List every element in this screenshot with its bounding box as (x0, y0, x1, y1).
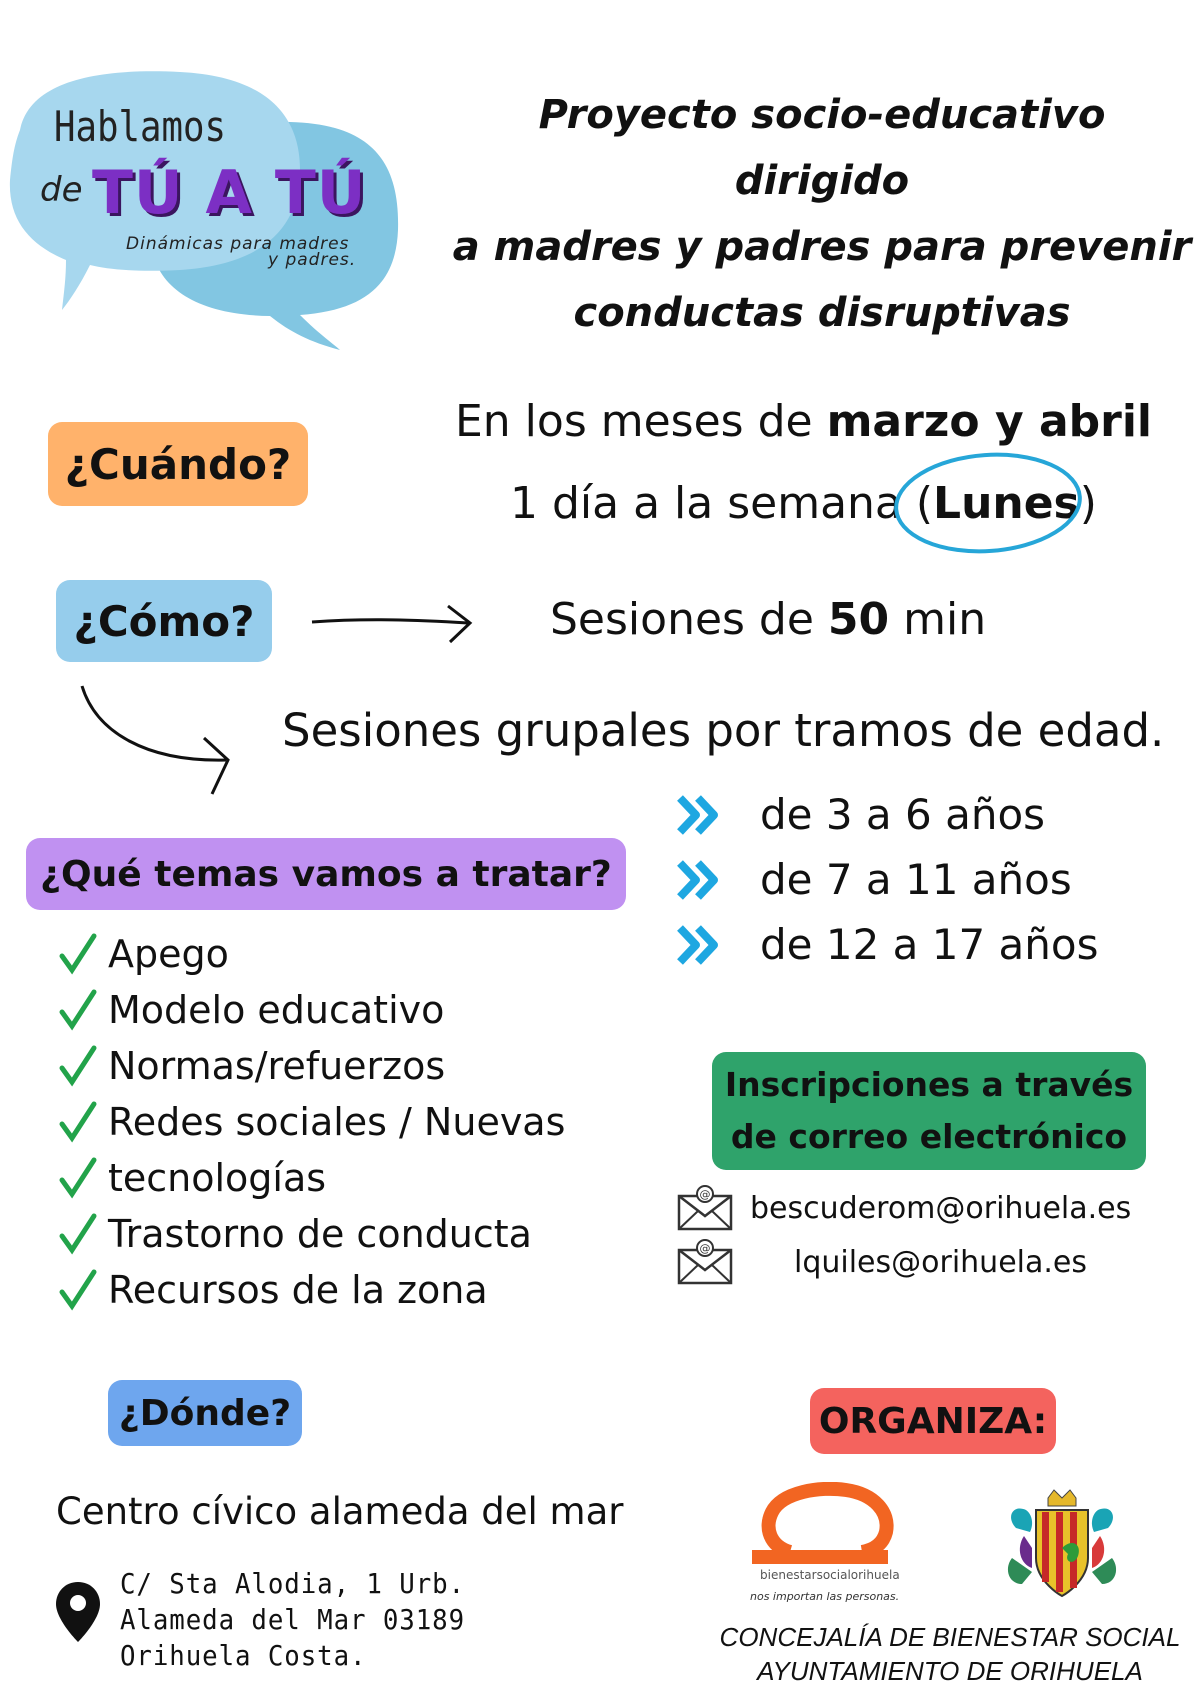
como-sessions-prefix: Sesiones de (550, 594, 828, 645)
como-sessions (550, 594, 986, 645)
logo-tagline-2: y padres. (268, 250, 357, 270)
arrow-right-icon (308, 598, 478, 648)
logo-de: de (40, 170, 83, 210)
dept-line-2: AYUNTAMIENTO DE ORIHUELA (757, 1656, 1143, 1686)
cuando-days-bold: Lunes (933, 478, 1080, 529)
topic-item (58, 932, 229, 976)
topic-text: Modelo educativo (108, 988, 445, 1032)
donde-address (120, 1566, 465, 1674)
temas-label-text: ¿Qué temas vamos a tratar? (40, 853, 612, 895)
email-link[interactable]: lquiles@orihuela.es (794, 1244, 1087, 1280)
organizer-department (700, 1620, 1200, 1688)
cuando-months-prefix: En los meses de (455, 396, 827, 447)
age-row-2 (676, 855, 1072, 904)
checkmark-icon (58, 932, 98, 976)
topic-text: tecnologías (108, 1156, 327, 1200)
cuando-days-suffix: ) (1079, 478, 1097, 529)
topic-item (58, 988, 444, 1032)
dept-line-1: CONCEJALÍA DE BIENESTAR SOCIAL (719, 1622, 1181, 1652)
checkmark-icon (58, 988, 98, 1032)
bienestar-logo-text: bienestarsocialorihuela (760, 1568, 900, 1582)
checkmark-icon (58, 1100, 98, 1144)
checkmark-icon (58, 1212, 98, 1256)
logo-hablamos: Hablamos (54, 102, 226, 151)
inscripciones-label (712, 1052, 1146, 1170)
checkmark-icon (58, 1156, 98, 1200)
cuando-label (48, 422, 308, 506)
logo-tu-a-tu: TÚ A TÚ (92, 158, 367, 228)
age-range-text: de 12 a 17 años (760, 920, 1099, 969)
logo-tagline-1: Dinámicas para madres (126, 234, 350, 254)
donde-place: Centro cívico alameda del mar (56, 1490, 624, 1533)
age-row-1 (676, 790, 1045, 839)
curved-arrow-icon (76, 682, 246, 802)
email-icon (676, 1238, 734, 1286)
cuando-months-bold: marzo y abril (826, 396, 1153, 447)
donde-label (108, 1380, 302, 1446)
page-title (452, 82, 1192, 346)
inscripciones-line-2: de correo electrónico (730, 1117, 1128, 1156)
svg-text:@: @ (699, 1242, 711, 1255)
address-line-1: C/ Sta Alodia, 1 Urb. (120, 1567, 466, 1600)
chevron-double-right-icon (676, 857, 722, 903)
bienestar-logo-icon (750, 1482, 910, 1568)
chevron-double-right-icon (676, 922, 722, 968)
topic-text: Redes sociales / Nuevas (108, 1100, 566, 1144)
email-icon (676, 1184, 734, 1232)
checkmark-icon (58, 1044, 98, 1088)
topic-text: Recursos de la zona (108, 1268, 488, 1312)
donde-label-text: ¿Dónde? (118, 1392, 292, 1434)
address-line-3: Orihuela Costa. (120, 1639, 367, 1672)
temas-label (26, 838, 626, 910)
location-pin-icon (54, 1580, 102, 1644)
cuando-days-prefix: 1 día a la semana ( (510, 478, 934, 529)
topic-item (58, 1268, 488, 1312)
title-line-1: Proyecto socio-educativo dirigido (538, 92, 1106, 204)
bienestar-slogan: nos importan las personas. (750, 1590, 900, 1603)
topic-item (58, 1156, 326, 1200)
topic-item (58, 1212, 532, 1256)
topic-text: Normas/refuerzos (108, 1044, 446, 1088)
topic-text: Apego (108, 932, 229, 976)
como-sessions-bold: 50 (827, 594, 890, 645)
lunes-circle-icon (890, 448, 1090, 558)
bienestar-social-logo (750, 1482, 910, 1612)
chevron-double-right-icon (676, 792, 722, 838)
age-range-text: de 3 a 6 años (760, 790, 1046, 839)
email-row-1 (676, 1184, 1131, 1232)
como-label-text: ¿Cómo? (73, 596, 255, 646)
inscripciones-line-1: Inscripciones a través (724, 1065, 1134, 1104)
como-groups: Sesiones grupales por tramos de edad. (282, 704, 1165, 757)
age-range-text: de 7 a 11 años (760, 855, 1072, 904)
cuando-label-text: ¿Cuándo? (64, 439, 292, 489)
orihuela-coat-of-arms-icon (1002, 1488, 1122, 1608)
svg-text:@: @ (699, 1188, 711, 1201)
topic-text: Trastorno de conducta (108, 1212, 532, 1256)
email-row-2 (676, 1238, 1087, 1286)
como-label (56, 580, 272, 662)
age-row-3 (676, 920, 1098, 969)
organiza-label (810, 1388, 1056, 1454)
address-line-2: Alameda del Mar 03189 (120, 1603, 466, 1636)
organiza-label-text: ORGANIZA: (818, 1400, 1048, 1442)
title-line-3: conductas disruptivas (573, 290, 1071, 336)
topic-item (58, 1044, 445, 1088)
cuando-months (455, 396, 1152, 447)
email-link[interactable]: bescuderom@orihuela.es (750, 1190, 1132, 1226)
como-sessions-suffix: min (889, 594, 987, 645)
logo (0, 60, 420, 350)
checkmark-icon (58, 1268, 98, 1312)
title-line-2: a madres y padres para prevenir (452, 224, 1192, 270)
topic-item (58, 1100, 565, 1144)
